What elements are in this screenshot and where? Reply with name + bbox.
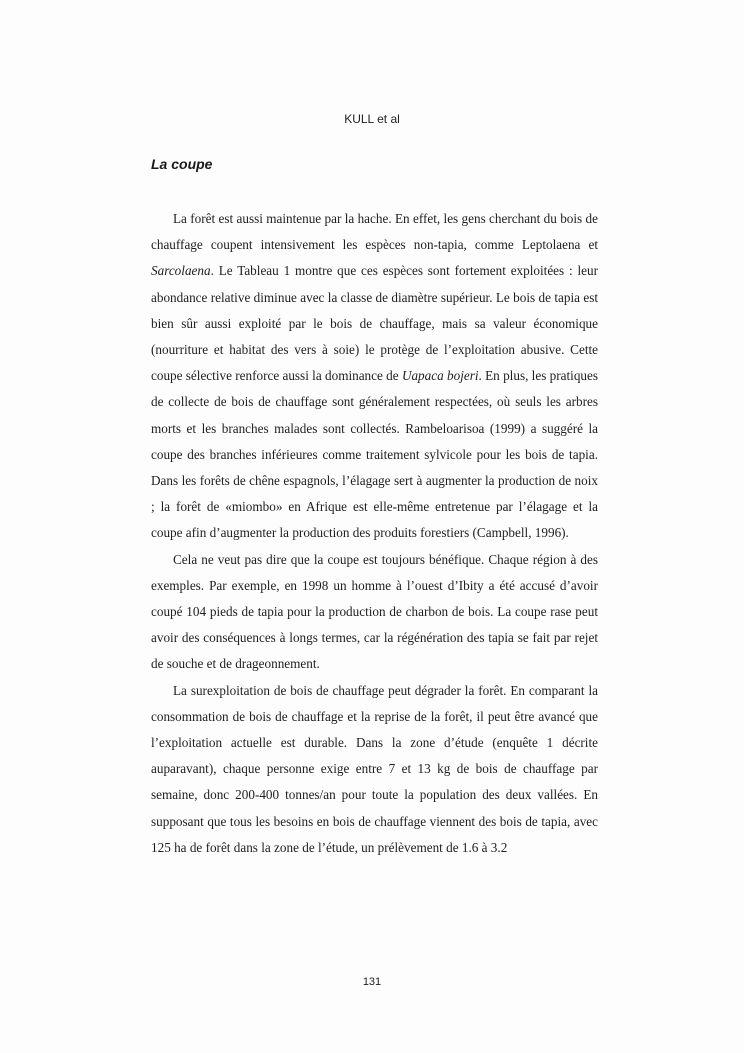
page-number: 131: [362, 976, 382, 988]
body-text: [151, 206, 598, 861]
paragraph-3: La surexploitation de bois de chauffage peut dégrader la forêt. En comparant la consommation de bois de chauffage et la reprise de la forêt, il peut être avancé que l’exploitation actuelle est durable. Dans la zone d’étude (enquête 1 décrite auparavant), chaque personne exige entre 7 et 13 kg de bois de chauffage par semaine, donc 200-400 tonnes/an pour toute la population des deux vallées. En supposant que tous les besoins en bois de chauffage viennent des bois de tapia, avec 125 ha de forêt dans la zone de l’étude, un prélèvement de 1.6 à 3.2: [151, 682, 598, 855]
paragraph-1-part-a: La forêt est aussi maintenue par la hache. En effet, les gens cherchant du bois de chauffage coupent intensivement les espèces non-tapia, comme Leptolaena et: [151, 211, 598, 253]
paragraph-1-part-b: . Le Tableau 1 montre que ces espèces sont fortement exploitées : leur abondance relative diminue avec la classe de diamètre supérieur. Le bois de tapia est bien sûr aussi exploité par le bois de chauffage, mais sa valeur économique (nourriture et habitat des vers à soie) le protège de l’exploitation abusive. Cette coupe sélective renforce aussi la dominance de: [151, 263, 598, 384]
section-title: La coupe: [151, 156, 213, 172]
paragraph-1-part-c: . En plus, les pratiques de collecte de bois de chauffage sont généralement respectées, où seuls les arbres morts et les branches malades sont collectés. Rambeloarisoa (1999) a suggéré la coupe des branches inférieures comme traitement sylvicole pour les bois de tapia. Dans les forêts de chêne espagnols, l’élagage sert à augmenter la production de noix ; la forêt de «miombo» en Afrique est elle-même entretenue par l’élagage et la coupe afin d’augmenter la production des produits forestiers (Campbell, 1996).: [151, 368, 598, 541]
paragraph-1: [151, 206, 598, 547]
species-name-uapaca: Uapaca bojeri: [401, 368, 479, 384]
running-header: KULL et al: [344, 112, 400, 126]
species-name-sarcolaena: Sarcolaena: [151, 263, 211, 279]
paragraph-2: Cela ne veut pas dire que la coupe est toujours bénéfique. Chaque région à des exemples. Par exemple, en 1998 un homme à l’ouest d’Ibity a été accusé d’avoir coupé 104 pieds de tapia pour la production de charbon de bois. La coupe rase peut avoir des conséquences à longs termes, car la régénération des tapia se fait par rejet de souche et de drageonnement.: [151, 551, 598, 672]
